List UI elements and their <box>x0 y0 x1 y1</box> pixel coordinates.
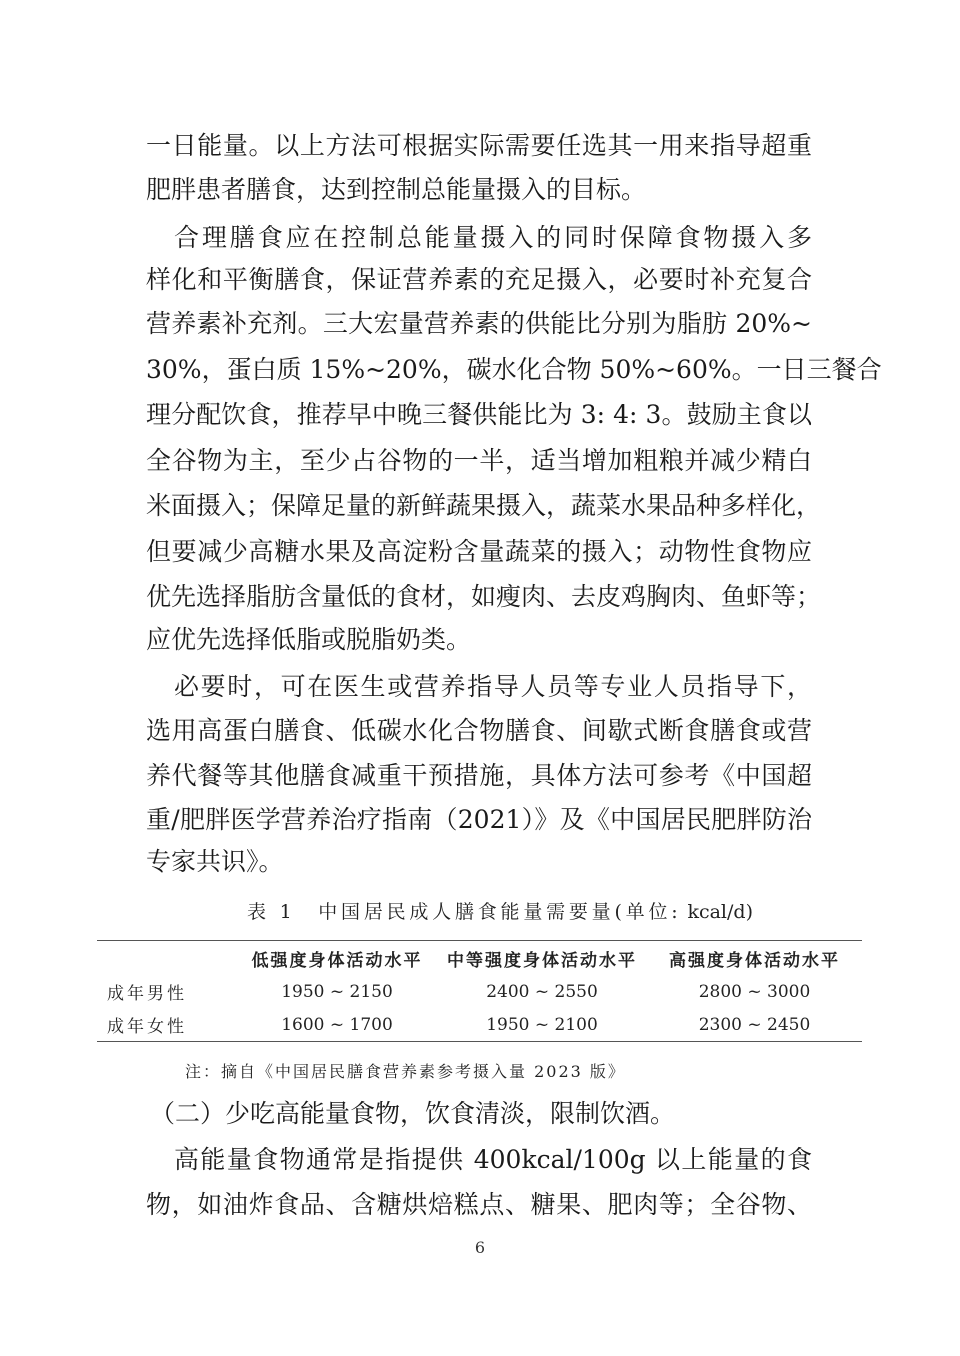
table-cell: 1600 ~ 1700 <box>281 1014 393 1035</box>
table-bottom-rule <box>97 1041 862 1042</box>
energy-requirement-table <box>97 940 862 1042</box>
body-text-line: 物，如油炸食品、含糖烘焙糕点、糖果、肥肉等；全谷物、 <box>146 1190 812 1219</box>
table-row <box>97 975 862 1008</box>
body-text-line: 一日能量。以上方法可根据实际需要任选其一用来指导超重 <box>146 131 812 160</box>
body-text-line: 应优先选择低脂或脱脂奶类。 <box>146 625 472 654</box>
page-number: 6 <box>474 1238 486 1257</box>
paragraph-start-line: 必要时，可在医生或营养指导人员等专业人员指导下， <box>174 672 812 701</box>
body-text-line: 米面摄入；保障足量的新鲜蔬果摄入，蔬菜水果品种多样化， <box>146 491 822 520</box>
table-caption: 表 1 中国居民成人膳食能量需要量(单位: kcal/d) <box>247 901 753 923</box>
section-heading: （二）少吃高能量食物，饮食清淡，限制饮酒。 <box>150 1099 676 1128</box>
row-label: 成年女性 <box>107 1017 187 1037</box>
body-text-line: 全谷物为主，至少占谷物的一半，适当增加粗粮并减少精白 <box>146 446 812 475</box>
table-note: 注：摘自《中国居民膳食营养素参考摄入量 2023 版》 <box>185 1062 626 1081</box>
body-text-line: 30%，蛋白质 15%~20%，碳水化合物 50%~60%。一日三餐合 <box>146 355 882 384</box>
body-text-line: 养代餐等其他膳食减重干预措施，具体方法可参考《中国超 <box>146 761 812 790</box>
paragraph-start-line: 合理膳食应在控制总能量摄入的同时保障食物摄入多 <box>174 223 812 252</box>
table-cell: 2800 ~ 3000 <box>698 981 811 1002</box>
body-text-line: 专家共识》。 <box>146 847 284 876</box>
table-header-cell: 低强度身体活动水平 <box>251 950 423 971</box>
body-text-line: 优先选择脂肪含量低的食材，如瘦肉、去皮鸡胸肉、鱼虾等； <box>146 582 822 611</box>
body-text-line: 重/肥胖医学营养治疗指南（2021）》及《中国居民肥胖防治 <box>146 805 812 834</box>
table-cell: 1950 ~ 2100 <box>486 1014 598 1035</box>
table-header-cell <box>97 941 237 975</box>
body-text-line: 营养素补充剂。三大宏量营养素的供能比分别为脂肪 20%~ <box>146 309 812 338</box>
row-label: 成年男性 <box>107 984 187 1004</box>
body-text-line: 理分配饮食，推荐早中晚三餐供能比为 3: 4: 3。鼓励主食以 <box>146 400 812 429</box>
table-header-row <box>97 941 862 975</box>
table-cell: 2300 ~ 2450 <box>698 1014 811 1035</box>
table-row <box>97 1008 862 1041</box>
paragraph-start-line: 高能量食物通常是指提供 400kcal/100g 以上能量的食 <box>174 1145 812 1174</box>
table-header-cell: 中等强度身体活动水平 <box>447 950 637 971</box>
table-cell: 2400 ~ 2550 <box>486 981 598 1002</box>
table-header-cell: 高强度身体活动水平 <box>669 950 840 971</box>
table-cell: 1950 ~ 2150 <box>281 981 393 1002</box>
body-text-line: 但要减少高糖水果及高淀粉含量蔬菜的摄入；动物性食物应 <box>146 537 812 566</box>
body-text-line: 肥胖患者膳食，达到控制总能量摄入的目标。 <box>146 175 647 204</box>
body-text-line: 选用高蛋白膳食、低碳水化合物膳食、间歇式断食膳食或营 <box>146 716 812 745</box>
body-text-line: 样化和平衡膳食，保证营养素的充足摄入，必要时补充复合 <box>146 265 812 294</box>
